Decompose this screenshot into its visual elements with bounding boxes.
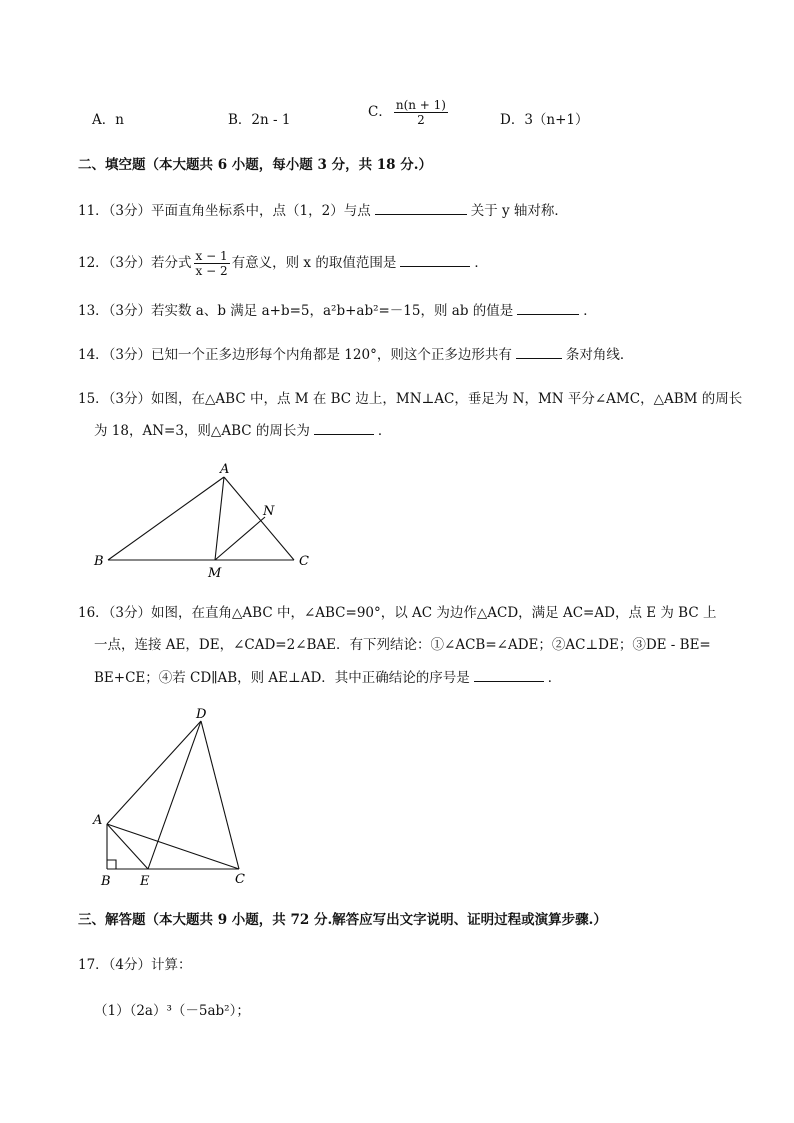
option-c-numerator: n(n + 1): [395, 98, 446, 112]
q13-blank[interactable]: [517, 300, 579, 315]
option-c: [368, 98, 450, 127]
q16-blank[interactable]: [474, 667, 544, 682]
fig16-label-c: C: [235, 872, 245, 887]
option-c-label: C．: [368, 104, 392, 120]
q16-end: ．: [547, 670, 562, 686]
question-11: [78, 200, 568, 221]
q14-text: 14．（3分）已知一个正多边形每个内角都是 120°，则这个正多边形共有: [78, 347, 512, 363]
fig15-label-a: A: [220, 462, 230, 477]
question-17-part-1: （1）（2a）³（－5ab²）；: [94, 1003, 250, 1019]
q11-text: 11．（3分）平面直角坐标系中，点（1，2）与点: [78, 203, 371, 219]
fig16-label-a: A: [93, 813, 103, 828]
fig15-label-m: M: [208, 566, 222, 581]
fig15-segment-am: [215, 477, 224, 560]
q12-fraction: [194, 249, 230, 278]
fig15-label-b: B: [94, 554, 104, 569]
option-a: A．n: [92, 112, 124, 128]
question-13: [78, 300, 597, 321]
fig15-label-n: N: [263, 504, 275, 519]
figure-16: [88, 702, 258, 894]
fig15-side-ab: [108, 477, 224, 560]
section-2-title: 二、填空题（本大题共 6 小题，每小题 3 分，共 18 分.）: [78, 157, 432, 173]
option-c-fraction: [394, 98, 448, 127]
q11-text-end: 关于 y 轴对称．: [470, 203, 568, 219]
section-3-title: 三、解答题（本大题共 9 小题，共 72 分.解答应写出文字说明、证明过程或演算步骤.）: [78, 912, 607, 928]
figure-15: [88, 456, 328, 584]
question-12: [78, 249, 488, 278]
q13-end: ．: [583, 303, 597, 319]
q12-text: 12．（3分）若分式: [78, 255, 192, 271]
q11-blank[interactable]: [375, 200, 467, 215]
q14-text-end: 条对角线．: [565, 347, 634, 363]
option-c-denominator: 2: [417, 113, 425, 127]
q12-text-mid: 有意义，则 x 的取值范围是: [231, 255, 397, 271]
question-16-line-2: 一点，连接 AE，DE，∠CAD=2∠BAE．有下列结论：①∠ACB=∠ADE；②AC⊥DE；③DE - BE=: [94, 637, 711, 653]
question-16-line-1: 16．（3分）如图，在直角△ABC 中，∠ABC=90°，以 AC 为边作△ACD，满足 AC=AD，点 E 为 BC 上: [78, 605, 717, 621]
fig15-side-ac: [224, 477, 294, 560]
question-16-line-3: [94, 667, 561, 688]
q16-text: BE+CE；④若 CD∥AB，则 AE⊥AD．其中正确结论的序号是: [94, 670, 470, 686]
q12-end: ．: [474, 255, 488, 271]
fig15-label-c: C: [299, 554, 309, 569]
fig16-label-b: B: [101, 874, 111, 889]
option-b: B．2n - 1: [228, 112, 291, 128]
fig16-side-dc: [201, 721, 239, 869]
fig16-label-e: E: [140, 874, 150, 889]
question-17-title: 17．（4分）计算：: [78, 957, 192, 973]
fig16-side-ad: [107, 721, 201, 824]
q15-text: 为 18，AN=3，则△ABC 的周长为: [94, 423, 310, 439]
q13-text: 13．（3分）若实数 a、b 满足 a+b=5，a²b+ab²=－15，则 ab 的值是: [78, 303, 514, 319]
question-14: [78, 344, 633, 365]
fig16-right-angle-mark: [107, 860, 116, 869]
question-15-line-2: [94, 420, 391, 441]
question-15-line-1: 15．（3分）如图，在△ABC 中，点 M 在 BC 边上，MN⊥AC，垂足为 N，MN 平分∠AMC，△ABM 的周长: [78, 391, 743, 407]
fig15-segment-mn: [215, 517, 265, 560]
q14-blank[interactable]: [516, 344, 562, 359]
q12-blank[interactable]: [400, 252, 470, 267]
q15-blank[interactable]: [314, 420, 374, 435]
q12-denominator: x − 2: [195, 264, 228, 278]
option-d: D．3（n+1）: [500, 112, 589, 128]
fig16-label-d: D: [196, 707, 207, 722]
q12-numerator: x − 1: [195, 249, 228, 263]
q15-end: ．: [377, 423, 392, 439]
